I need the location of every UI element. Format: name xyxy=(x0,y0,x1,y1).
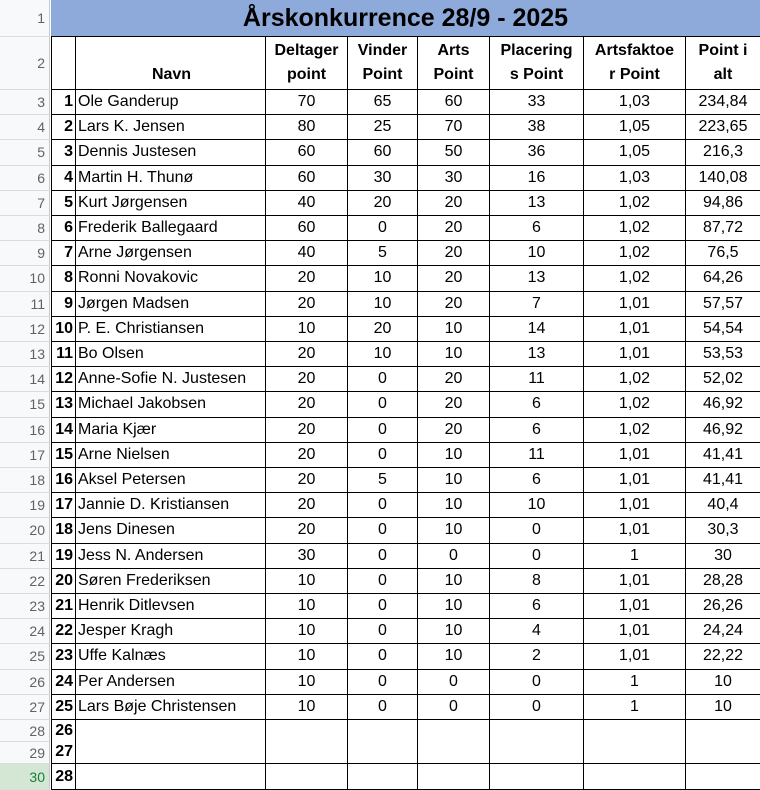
total-point-cell[interactable]: 57,57 xyxy=(686,292,760,317)
vinder-point-cell[interactable]: 0 xyxy=(348,544,418,569)
total-point-cell[interactable]: 24,24 xyxy=(686,619,760,644)
row-header[interactable]: 17 xyxy=(0,443,50,468)
placering-point-cell[interactable] xyxy=(490,720,584,764)
table-row xyxy=(0,140,760,165)
artsfaktor-header[interactable] xyxy=(584,37,686,90)
placering-point-cell[interactable]: 6 xyxy=(490,216,584,241)
artsfaktor-cell[interactable]: 1,02 xyxy=(584,392,686,417)
name-cell[interactable]: Aksel Petersen xyxy=(76,468,266,493)
name-cell[interactable]: Arne Jørgensen xyxy=(76,241,266,266)
total-header-line1: Point i xyxy=(698,42,748,59)
artsfaktor-cell[interactable]: 1,01 xyxy=(584,292,686,317)
total-header[interactable] xyxy=(686,37,760,90)
deltager-point-cell[interactable]: 60 xyxy=(266,166,348,191)
placering-point-cell[interactable]: 6 xyxy=(490,468,584,493)
row-header[interactable]: 24 xyxy=(0,619,50,644)
rank-cell[interactable]: 4 xyxy=(51,166,76,191)
row-header[interactable]: 21 xyxy=(0,544,50,569)
placering-point-cell[interactable]: 16 xyxy=(490,166,584,191)
deltager-point-cell[interactable]: 10 xyxy=(266,594,348,619)
total-point-cell[interactable]: 10 xyxy=(686,670,760,695)
placering-point-cell[interactable]: 0 xyxy=(490,544,584,569)
arts-point-cell[interactable] xyxy=(418,764,490,790)
total-point-cell[interactable]: 64,26 xyxy=(686,266,760,291)
total-header-line2: alt xyxy=(713,66,733,83)
artsfaktor-cell[interactable]: 1,05 xyxy=(584,140,686,165)
vinder-point-cell[interactable]: 0 xyxy=(348,392,418,417)
rank-cell[interactable]: 9 xyxy=(51,292,76,317)
vinder-point-cell[interactable]: 0 xyxy=(348,443,418,468)
deltager-header[interactable] xyxy=(266,37,348,90)
artsfaktor-header-line2: r Point xyxy=(609,66,660,83)
table-row xyxy=(0,644,760,669)
deltager-point-cell[interactable]: 20 xyxy=(266,418,348,443)
rank-header-cell[interactable] xyxy=(51,37,76,90)
arts-point-cell[interactable]: 10 xyxy=(418,443,490,468)
artsfaktor-cell[interactable]: 1,01 xyxy=(584,644,686,669)
placering-point-cell[interactable]: 4 xyxy=(490,619,584,644)
placering-point-cell[interactable]: 7 xyxy=(490,292,584,317)
deltager-point-cell[interactable]: 20 xyxy=(266,443,348,468)
artsfaktor-cell[interactable]: 1 xyxy=(584,670,686,695)
table-row xyxy=(0,367,760,392)
table-row xyxy=(0,468,760,493)
artsfaktor-cell[interactable]: 1,02 xyxy=(584,266,686,291)
name-cell[interactable]: Bo Olsen xyxy=(76,342,266,367)
placering-header[interactable] xyxy=(490,37,584,90)
deltager-header-line1: Deltager xyxy=(274,42,339,59)
artsfaktor-cell[interactable]: 1,01 xyxy=(584,569,686,594)
total-point-cell[interactable]: 40,4 xyxy=(686,493,760,518)
deltager-point-cell[interactable]: 30 xyxy=(266,544,348,569)
placering-point-cell[interactable]: 0 xyxy=(490,518,584,543)
placering-point-cell[interactable]: 36 xyxy=(490,140,584,165)
arts-point-cell[interactable]: 10 xyxy=(418,518,490,543)
row-header[interactable]: 15 xyxy=(0,392,50,417)
table-row xyxy=(0,670,760,695)
rank-cell[interactable]: 6 xyxy=(51,216,76,241)
table-row xyxy=(0,619,760,644)
total-point-cell[interactable]: 28,28 xyxy=(686,569,760,594)
table-row xyxy=(0,695,760,720)
row-header[interactable]: 27 xyxy=(0,695,50,720)
row-header-active[interactable]: 30 xyxy=(0,764,50,790)
rank-cell[interactable]: 14 xyxy=(51,418,76,443)
artsfaktor-cell[interactable]: 1,01 xyxy=(584,468,686,493)
table-row xyxy=(0,266,760,291)
deltager-point-cell[interactable]: 20 xyxy=(266,392,348,417)
arts-point-cell[interactable]: 20 xyxy=(418,216,490,241)
rank-cell[interactable]: 10 xyxy=(51,317,76,342)
name-cell[interactable]: Kurt Jørgensen xyxy=(76,191,266,216)
total-point-cell[interactable]: 140,08 xyxy=(686,166,760,191)
deltager-point-cell[interactable]: 10 xyxy=(266,695,348,720)
table-row xyxy=(0,443,760,468)
name-cell[interactable]: Jesper Kragh xyxy=(76,619,266,644)
arts-point-cell[interactable]: 10 xyxy=(418,644,490,669)
placering-point-cell[interactable]: 11 xyxy=(490,443,584,468)
artsfaktor-cell[interactable]: 1,01 xyxy=(584,493,686,518)
artsfaktor-cell[interactable] xyxy=(584,720,686,764)
name-cell[interactable]: Martin H. Thunø xyxy=(76,166,266,191)
row-header[interactable]: 3 xyxy=(0,90,50,115)
artsfaktor-cell[interactable]: 1,02 xyxy=(584,367,686,392)
artsfaktor-header-line1: Artsfaktoe xyxy=(594,42,675,59)
rank-cell[interactable]: 13 xyxy=(51,392,76,417)
artsfaktor-cell[interactable]: 1,01 xyxy=(584,317,686,342)
row-header[interactable]: 28 xyxy=(0,720,50,742)
arts-point-cell[interactable]: 0 xyxy=(418,695,490,720)
arts-point-cell[interactable]: 10 xyxy=(418,493,490,518)
name-cell[interactable]: Per Andersen xyxy=(76,670,266,695)
rank-cell[interactable]: 20 xyxy=(51,569,76,594)
table-row xyxy=(0,569,760,594)
vinder-point-cell[interactable]: 0 xyxy=(348,418,418,443)
row-header[interactable]: 10 xyxy=(0,266,50,291)
artsfaktor-cell[interactable]: 1,03 xyxy=(584,166,686,191)
arts-header-line1: Arts xyxy=(437,42,470,59)
artsfaktor-cell[interactable]: 1,05 xyxy=(584,115,686,140)
arts-point-cell[interactable]: 20 xyxy=(418,266,490,291)
rank-cell[interactable]: 16 xyxy=(51,468,76,493)
deltager-point-cell[interactable]: 10 xyxy=(266,644,348,669)
name-cell[interactable]: Lars K. Jensen xyxy=(76,115,266,140)
artsfaktor-cell[interactable]: 1,02 xyxy=(584,241,686,266)
vinder-point-cell[interactable]: 5 xyxy=(348,241,418,266)
vinder-point-cell[interactable] xyxy=(348,764,418,790)
rank-label: 27 xyxy=(55,743,73,761)
artsfaktor-cell[interactable]: 1,02 xyxy=(584,418,686,443)
vinder-point-cell[interactable]: 0 xyxy=(348,367,418,392)
vinder-point-cell[interactable]: 10 xyxy=(348,266,418,291)
vinder-point-cell[interactable]: 0 xyxy=(348,670,418,695)
placering-point-cell[interactable]: 38 xyxy=(490,115,584,140)
name-cell[interactable]: Søren Frederiksen xyxy=(76,569,266,594)
deltager-point-cell[interactable]: 60 xyxy=(266,140,348,165)
placering-point-cell[interactable]: 6 xyxy=(490,392,584,417)
rank-cell[interactable]: 11 xyxy=(51,342,76,367)
table-row xyxy=(0,594,760,619)
artsfaktor-cell[interactable]: 1,03 xyxy=(584,90,686,115)
table-row xyxy=(0,342,760,367)
total-point-cell[interactable]: 216,3 xyxy=(686,140,760,165)
rank-cell[interactable]: 18 xyxy=(51,518,76,543)
deltager-point-cell[interactable]: 10 xyxy=(266,619,348,644)
arts-point-cell[interactable]: 20 xyxy=(418,191,490,216)
deltager-point-cell[interactable]: 10 xyxy=(266,317,348,342)
rank-cell[interactable]: 15 xyxy=(51,443,76,468)
arts-point-cell[interactable]: 0 xyxy=(418,544,490,569)
vinder-point-cell[interactable]: 10 xyxy=(348,292,418,317)
total-point-cell[interactable]: 223,65 xyxy=(686,115,760,140)
arts-point-cell[interactable]: 70 xyxy=(418,115,490,140)
deltager-point-cell[interactable]: 20 xyxy=(266,468,348,493)
row-header[interactable]: 14 xyxy=(0,367,50,392)
total-point-cell[interactable] xyxy=(686,720,760,764)
total-point-cell[interactable]: 94,86 xyxy=(686,191,760,216)
rank-cell[interactable]: 7 xyxy=(51,241,76,266)
vinder-header-line2: Point xyxy=(362,66,403,83)
table-row xyxy=(0,90,760,115)
vinder-point-cell[interactable]: 5 xyxy=(348,468,418,493)
vinder-point-cell[interactable]: 10 xyxy=(348,342,418,367)
row-header[interactable]: 8 xyxy=(0,216,50,241)
vinder-point-cell[interactable]: 60 xyxy=(348,140,418,165)
total-point-cell[interactable]: 234,84 xyxy=(686,90,760,115)
arts-point-cell[interactable]: 20 xyxy=(418,292,490,317)
row-header[interactable]: 18 xyxy=(0,468,50,493)
deltager-point-cell[interactable]: 20 xyxy=(266,266,348,291)
placering-point-cell[interactable]: 10 xyxy=(490,241,584,266)
total-point-cell[interactable]: 26,26 xyxy=(686,594,760,619)
deltager-point-cell[interactable]: 40 xyxy=(266,191,348,216)
rank-cell[interactable]: 17 xyxy=(51,493,76,518)
row-header[interactable]: 9 xyxy=(0,241,50,266)
arts-point-cell[interactable]: 10 xyxy=(418,619,490,644)
table-row xyxy=(0,216,760,241)
name-cell[interactable]: Maria Kjær xyxy=(76,418,266,443)
table-row xyxy=(0,392,760,417)
name-header[interactable] xyxy=(76,37,266,90)
rank-cell[interactable]: 22 xyxy=(51,619,76,644)
arts-point-cell[interactable]: 50 xyxy=(418,140,490,165)
placering-point-cell[interactable] xyxy=(490,764,584,790)
name-cell[interactable]: Henrik Ditlevsen xyxy=(76,594,266,619)
row-header[interactable]: 23 xyxy=(0,594,50,619)
sheet-title[interactable]: Årskonkurrence 28/9 - 2025 xyxy=(51,0,760,37)
title-row xyxy=(0,0,760,37)
deltager-point-cell[interactable] xyxy=(266,764,348,790)
table-row xyxy=(0,544,760,569)
artsfaktor-cell[interactable]: 1 xyxy=(584,544,686,569)
vinder-header[interactable] xyxy=(348,37,418,90)
vinder-point-cell[interactable]: 0 xyxy=(348,569,418,594)
deltager-point-cell[interactable]: 20 xyxy=(266,292,348,317)
rank-cell[interactable]: 19 xyxy=(51,544,76,569)
table-row xyxy=(0,518,760,543)
arts-header[interactable] xyxy=(418,37,490,90)
arts-point-cell[interactable]: 0 xyxy=(418,670,490,695)
row-header[interactable]: 19 xyxy=(0,493,50,518)
rank-cell[interactable]: 5 xyxy=(51,191,76,216)
total-point-cell[interactable]: 46,92 xyxy=(686,418,760,443)
vinder-point-cell[interactable]: 20 xyxy=(348,191,418,216)
rank-cell[interactable]: 23 xyxy=(51,644,76,669)
table-row xyxy=(0,493,760,518)
placering-point-cell[interactable]: 33 xyxy=(490,90,584,115)
name-cell[interactable]: Dennis Justesen xyxy=(76,140,266,165)
name-cell[interactable]: Jess N. Andersen xyxy=(76,544,266,569)
arts-point-cell[interactable] xyxy=(418,720,490,764)
rank-cell[interactable] xyxy=(51,720,76,764)
name-cell[interactable]: Jannie D. Kristiansen xyxy=(76,493,266,518)
vinder-point-cell[interactable]: 0 xyxy=(348,518,418,543)
artsfaktor-cell[interactable]: 1,02 xyxy=(584,216,686,241)
arts-point-cell[interactable]: 20 xyxy=(418,367,490,392)
deltager-point-cell[interactable]: 20 xyxy=(266,518,348,543)
placering-point-cell[interactable]: 10 xyxy=(490,493,584,518)
deltager-point-cell[interactable]: 80 xyxy=(266,115,348,140)
placering-point-cell[interactable]: 6 xyxy=(490,418,584,443)
artsfaktor-cell[interactable]: 1,01 xyxy=(584,443,686,468)
total-point-cell[interactable]: 10 xyxy=(686,695,760,720)
artsfaktor-cell[interactable]: 1,01 xyxy=(584,518,686,543)
table-row xyxy=(0,292,760,317)
name-header-label: Navn xyxy=(151,66,192,83)
arts-point-cell[interactable]: 10 xyxy=(418,317,490,342)
arts-point-cell[interactable]: 10 xyxy=(418,569,490,594)
total-point-cell[interactable]: 53,53 xyxy=(686,342,760,367)
vinder-point-cell[interactable]: 25 xyxy=(348,115,418,140)
row-header[interactable]: 11 xyxy=(0,292,50,317)
table-row xyxy=(0,115,760,140)
artsfaktor-cell[interactable]: 1,02 xyxy=(584,191,686,216)
row-header-1[interactable]: 1 xyxy=(0,0,50,37)
total-point-cell[interactable]: 30 xyxy=(686,544,760,569)
total-point-cell[interactable]: 52,02 xyxy=(686,367,760,392)
total-point-cell[interactable]: 87,72 xyxy=(686,216,760,241)
row-header[interactable]: 4 xyxy=(0,115,50,140)
total-point-cell[interactable]: 30,3 xyxy=(686,518,760,543)
vinder-point-cell[interactable]: 0 xyxy=(348,216,418,241)
row-header[interactable]: 20 xyxy=(0,518,50,543)
arts-point-cell[interactable]: 20 xyxy=(418,241,490,266)
vinder-point-cell[interactable]: 20 xyxy=(348,317,418,342)
row-header-2[interactable]: 2 xyxy=(0,37,50,90)
deltager-point-cell[interactable]: 40 xyxy=(266,241,348,266)
vinder-point-cell[interactable]: 0 xyxy=(348,493,418,518)
total-point-cell[interactable]: 41,41 xyxy=(686,443,760,468)
deltager-point-cell[interactable]: 10 xyxy=(266,569,348,594)
placering-point-cell[interactable]: 2 xyxy=(490,644,584,669)
rank-cell[interactable]: 1 xyxy=(51,90,76,115)
name-cell[interactable]: Jørgen Madsen xyxy=(76,292,266,317)
table-row xyxy=(0,241,760,266)
row-header[interactable]: 16 xyxy=(0,418,50,443)
deltager-point-cell[interactable]: 70 xyxy=(266,90,348,115)
table-row xyxy=(0,191,760,216)
name-cell[interactable]: Lars Bøje Christensen xyxy=(76,695,266,720)
arts-point-cell[interactable]: 20 xyxy=(418,392,490,417)
artsfaktor-cell[interactable] xyxy=(584,764,686,790)
name-cell[interactable] xyxy=(76,764,266,790)
rank-cell[interactable]: 28 xyxy=(51,764,76,790)
arts-point-cell[interactable]: 60 xyxy=(418,90,490,115)
total-point-cell[interactable]: 41,41 xyxy=(686,468,760,493)
total-point-cell[interactable]: 76,5 xyxy=(686,241,760,266)
name-cell[interactable]: Ole Ganderup xyxy=(76,90,266,115)
artsfaktor-cell[interactable]: 1 xyxy=(584,695,686,720)
name-cell[interactable]: P. E. Christiansen xyxy=(76,317,266,342)
placering-point-cell[interactable]: 13 xyxy=(490,191,584,216)
row-header[interactable]: 7 xyxy=(0,191,50,216)
table-row-empty xyxy=(0,764,760,790)
name-cell[interactable]: Jens Dinesen xyxy=(76,518,266,543)
row-header[interactable]: 22 xyxy=(0,569,50,594)
name-cell[interactable]: Anne-Sofie N. Justesen xyxy=(76,367,266,392)
arts-point-cell[interactable]: 30 xyxy=(418,166,490,191)
deltager-point-cell[interactable]: 20 xyxy=(266,367,348,392)
placering-header-line1: Placering xyxy=(500,42,573,59)
placering-point-cell[interactable]: 8 xyxy=(490,569,584,594)
table-row xyxy=(0,418,760,443)
vinder-header-line1: Vinder xyxy=(357,42,408,59)
name-cell[interactable]: Frederik Ballegaard xyxy=(76,216,266,241)
deltager-header-line2: point xyxy=(286,66,327,83)
name-cell[interactable]: Ronni Novakovic xyxy=(76,266,266,291)
row-header[interactable]: 29 xyxy=(0,742,50,764)
rank-cell[interactable]: 25 xyxy=(51,695,76,720)
rank-cell[interactable]: 2 xyxy=(51,115,76,140)
deltager-point-cell[interactable]: 20 xyxy=(266,493,348,518)
rank-cell[interactable]: 24 xyxy=(51,670,76,695)
total-point-cell[interactable]: 46,92 xyxy=(686,392,760,417)
artsfaktor-cell[interactable]: 1,01 xyxy=(584,594,686,619)
vinder-point-cell[interactable]: 0 xyxy=(348,619,418,644)
row-header[interactable]: 5 xyxy=(0,140,50,165)
placering-point-cell[interactable]: 13 xyxy=(490,266,584,291)
arts-point-cell[interactable]: 10 xyxy=(418,594,490,619)
vinder-point-cell[interactable]: 30 xyxy=(348,166,418,191)
name-cell[interactable]: Michael Jakobsen xyxy=(76,392,266,417)
deltager-point-cell[interactable]: 10 xyxy=(266,670,348,695)
rank-cell[interactable]: 21 xyxy=(51,594,76,619)
arts-point-cell[interactable]: 20 xyxy=(418,418,490,443)
row-header[interactable]: 26 xyxy=(0,670,50,695)
artsfaktor-cell[interactable]: 1,01 xyxy=(584,342,686,367)
placering-point-cell[interactable]: 13 xyxy=(490,342,584,367)
placering-point-cell[interactable]: 14 xyxy=(490,317,584,342)
table-row-empty xyxy=(0,720,760,764)
rank-label: 26 xyxy=(55,721,73,739)
arts-point-cell[interactable]: 10 xyxy=(418,342,490,367)
row-header[interactable]: 12 xyxy=(0,317,50,342)
total-point-cell[interactable]: 22,22 xyxy=(686,644,760,669)
rank-cell[interactable]: 12 xyxy=(51,367,76,392)
rank-cell[interactable]: 8 xyxy=(51,266,76,291)
arts-header-line2: Point xyxy=(433,66,474,83)
artsfaktor-cell[interactable]: 1,01 xyxy=(584,619,686,644)
vinder-point-cell[interactable]: 65 xyxy=(348,90,418,115)
row-header[interactable]: 25 xyxy=(0,644,50,669)
total-point-cell[interactable]: 54,54 xyxy=(686,317,760,342)
rank-cell[interactable]: 3 xyxy=(51,140,76,165)
deltager-point-cell[interactable] xyxy=(266,720,348,764)
name-cell[interactable] xyxy=(76,720,266,764)
name-cell[interactable]: Arne Nielsen xyxy=(76,443,266,468)
vinder-point-cell[interactable]: 0 xyxy=(348,644,418,669)
name-cell[interactable]: Uffe Kalnæs xyxy=(76,644,266,669)
placering-header-line2: s Point xyxy=(509,66,564,83)
arts-point-cell[interactable]: 10 xyxy=(418,468,490,493)
table-row xyxy=(0,317,760,342)
vinder-point-cell[interactable]: 0 xyxy=(348,594,418,619)
placering-point-cell[interactable]: 0 xyxy=(490,670,584,695)
table-row xyxy=(0,166,760,191)
row-header[interactable]: 6 xyxy=(0,166,50,191)
deltager-point-cell[interactable]: 20 xyxy=(266,342,348,367)
row-header[interactable]: 13 xyxy=(0,342,50,367)
total-point-cell[interactable] xyxy=(686,764,760,790)
placering-point-cell[interactable]: 6 xyxy=(490,594,584,619)
vinder-point-cell[interactable]: 0 xyxy=(348,695,418,720)
placering-point-cell[interactable]: 0 xyxy=(490,695,584,720)
placering-point-cell[interactable]: 11 xyxy=(490,367,584,392)
vinder-point-cell[interactable] xyxy=(348,720,418,764)
deltager-point-cell[interactable]: 60 xyxy=(266,216,348,241)
header-row xyxy=(0,37,760,90)
